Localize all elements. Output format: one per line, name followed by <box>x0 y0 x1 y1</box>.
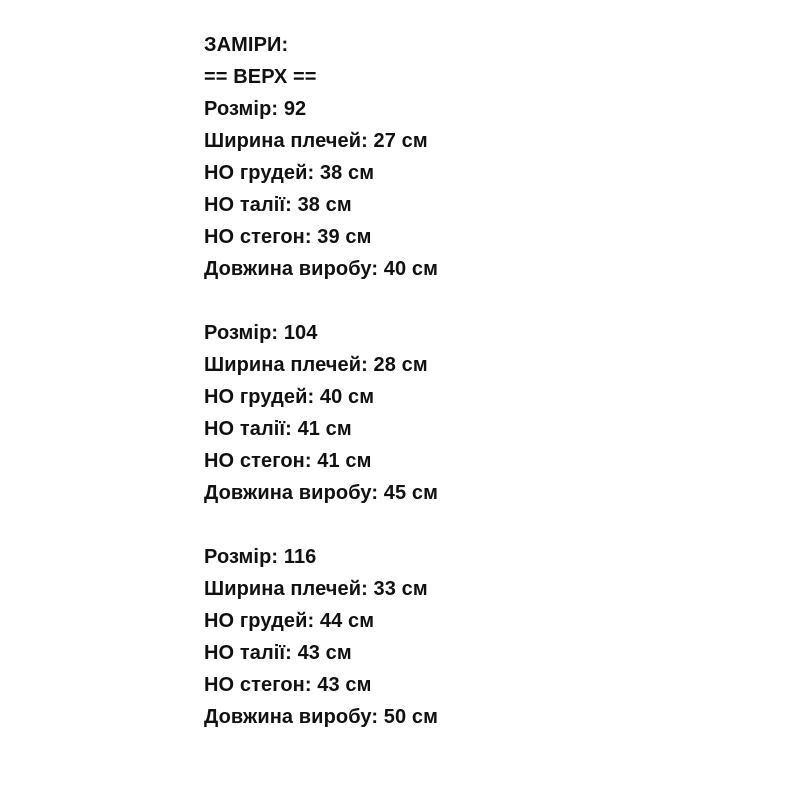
size-116-shoulder-width: Ширина плечей: 33 см <box>204 578 428 600</box>
measurements-text <box>204 29 438 733</box>
size-92-hips: НО стегон: 39 см <box>204 226 372 248</box>
size-104-chest: НО грудей: 40 см <box>204 386 375 408</box>
section-spacer <box>204 509 438 541</box>
measurements-heading: ЗАМІРИ: <box>204 34 289 56</box>
size-104-hips: НО стегон: 41 см <box>204 450 372 472</box>
top-section-heading: == ВЕРХ == <box>204 66 317 88</box>
size-92-shoulder-width: Ширина плечей: 27 см <box>204 130 428 152</box>
size-116-label: Розмір: 116 <box>204 546 317 568</box>
size-116-chest: НО грудей: 44 см <box>204 610 375 632</box>
size-92-label: Розмір: 92 <box>204 98 307 120</box>
size-104-label: Розмір: 104 <box>204 322 318 344</box>
size-116-waist: НО талії: 43 см <box>204 642 352 664</box>
size-104-length: Довжина виробу: 45 см <box>204 482 438 504</box>
size-92-length: Довжина виробу: 40 см <box>204 258 438 280</box>
size-116-length: Довжина виробу: 50 см <box>204 706 438 728</box>
size-116-hips: НО стегон: 43 см <box>204 674 372 696</box>
size-92-chest: НО грудей: 38 см <box>204 162 375 184</box>
section-spacer <box>204 285 438 317</box>
size-92-waist: НО талії: 38 см <box>204 194 352 216</box>
size-104-shoulder-width: Ширина плечей: 28 см <box>204 354 428 376</box>
size-104-waist: НО талії: 41 см <box>204 418 352 440</box>
